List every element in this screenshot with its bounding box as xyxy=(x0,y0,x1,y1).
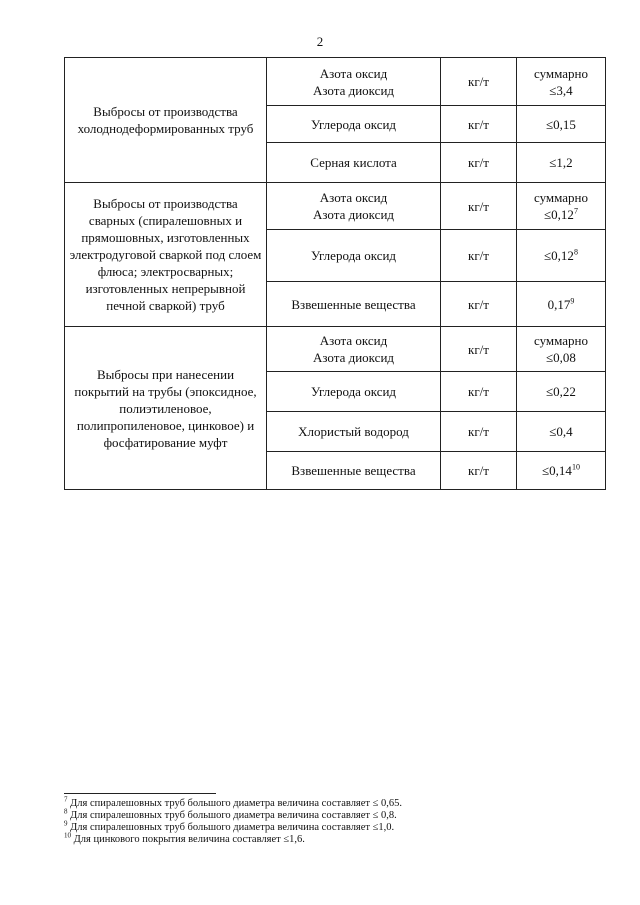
footnote xyxy=(64,807,604,822)
unit-cell: кг/т xyxy=(441,143,517,183)
substance-line: Взвешенные вещества xyxy=(291,463,416,478)
footnote-ref: 10 xyxy=(571,462,580,472)
footnote-text: Для цинкового покрытия величина составляет ≤1,6. xyxy=(73,834,305,845)
footnote-number: 8 xyxy=(64,807,68,816)
value-cell xyxy=(517,58,606,106)
footnote-text: Для спиралешовных труб большого диаметра величина составляет ≤1,0. xyxy=(70,822,395,833)
value-cell xyxy=(517,372,606,412)
unit-cell: кг/т xyxy=(441,327,517,372)
substance-cell xyxy=(267,372,441,412)
table-row xyxy=(65,58,606,106)
substance-cell xyxy=(267,106,441,143)
unit-cell: кг/т xyxy=(441,183,517,230)
footnote-separator xyxy=(64,793,216,794)
footnote-number: 9 xyxy=(64,819,68,828)
group-label: Выбросы при нанесении покрытий на трубы (эпоксидное, полиэтиленовое, полипропиленовое, цинковое) и фосфатирование муфт xyxy=(65,327,267,490)
value-cell xyxy=(517,230,606,282)
table-row xyxy=(65,183,606,230)
substance-line: Азота оксид xyxy=(319,65,388,81)
substance-line: Углерода оксид xyxy=(310,248,397,263)
value-line: суммарно xyxy=(533,190,589,205)
value-cell xyxy=(517,106,606,143)
footnote xyxy=(64,795,604,810)
substance-line: Хлористый водород xyxy=(298,424,409,439)
footnote-text: Для спиралешовных труб большого диаметра величина составляет ≤ 0,8. xyxy=(70,810,397,821)
value-cell xyxy=(517,183,606,230)
value-line: 0,17 xyxy=(547,296,571,312)
value-line: ≤1,2 xyxy=(549,155,573,170)
value-line: ≤0,12 xyxy=(544,207,574,222)
unit-cell: кг/т xyxy=(441,372,517,412)
value-line: ≤0,12 xyxy=(544,248,574,263)
substance-line: Взвешенные вещества xyxy=(291,296,416,312)
emissions-table xyxy=(64,57,606,490)
page-number: 2 xyxy=(316,34,324,49)
substance-line: Азота диоксид xyxy=(312,207,395,222)
substance-cell xyxy=(267,327,441,372)
table-row xyxy=(65,327,606,372)
value-cell xyxy=(517,282,606,327)
substance-cell xyxy=(267,282,441,327)
footnote xyxy=(64,819,604,834)
unit-cell: кг/т xyxy=(441,106,517,143)
substance-line: Азота оксид xyxy=(319,190,388,205)
substance-cell xyxy=(267,452,441,490)
value-line: ≤0,15 xyxy=(546,116,576,132)
footnote-ref: 8 xyxy=(573,247,578,257)
footnote-number: 10 xyxy=(64,831,71,840)
substance-line: Азота диоксид xyxy=(312,350,395,365)
substance-cell xyxy=(267,230,441,282)
substance-line: Углерода оксид xyxy=(310,116,397,132)
value-line: ≤0,22 xyxy=(546,384,576,399)
footnote xyxy=(64,831,604,846)
value-cell xyxy=(517,327,606,372)
substance-line: Углерода оксид xyxy=(310,384,397,399)
substance-line: Азота оксид xyxy=(319,333,388,348)
substance-line: Серная кислота xyxy=(310,155,397,170)
footnote-text: Для спиралешовных труб большого диаметра величина составляет ≤ 0,65. xyxy=(70,798,403,809)
value-line: ≤0,08 xyxy=(546,350,576,365)
footnote-ref: 9 xyxy=(570,296,575,306)
value-cell xyxy=(517,452,606,490)
value-cell xyxy=(517,412,606,452)
value-line: ≤0,4 xyxy=(549,424,573,439)
substance-cell xyxy=(267,58,441,106)
substance-cell xyxy=(267,183,441,230)
unit-cell: кг/т xyxy=(441,58,517,106)
substance-cell xyxy=(267,143,441,183)
unit-cell: кг/т xyxy=(441,282,517,327)
footnotes xyxy=(64,795,604,846)
value-line: ≤0,14 xyxy=(542,463,572,478)
unit-cell: кг/т xyxy=(441,230,517,282)
footnote-ref: 7 xyxy=(573,206,578,216)
value-cell xyxy=(517,143,606,183)
group-label: Выбросы от производства холоднодеформированных труб xyxy=(65,58,267,183)
group-label: Выбросы от производства сварных (спиралешовных и прямошовных, изготовленных электродуговой сваркой под слоем флюса; электросварных; изготовленных непрерывной печной сваркой) труб xyxy=(65,183,267,327)
substance-line: Азота диоксид xyxy=(312,82,395,98)
footnote-number: 7 xyxy=(64,795,68,804)
value-line: суммарно xyxy=(533,65,589,81)
unit-cell: кг/т xyxy=(441,452,517,490)
substance-cell xyxy=(267,412,441,452)
unit-cell: кг/т xyxy=(441,412,517,452)
value-line: ≤3,4 xyxy=(549,82,573,98)
value-line: суммарно xyxy=(533,333,589,348)
